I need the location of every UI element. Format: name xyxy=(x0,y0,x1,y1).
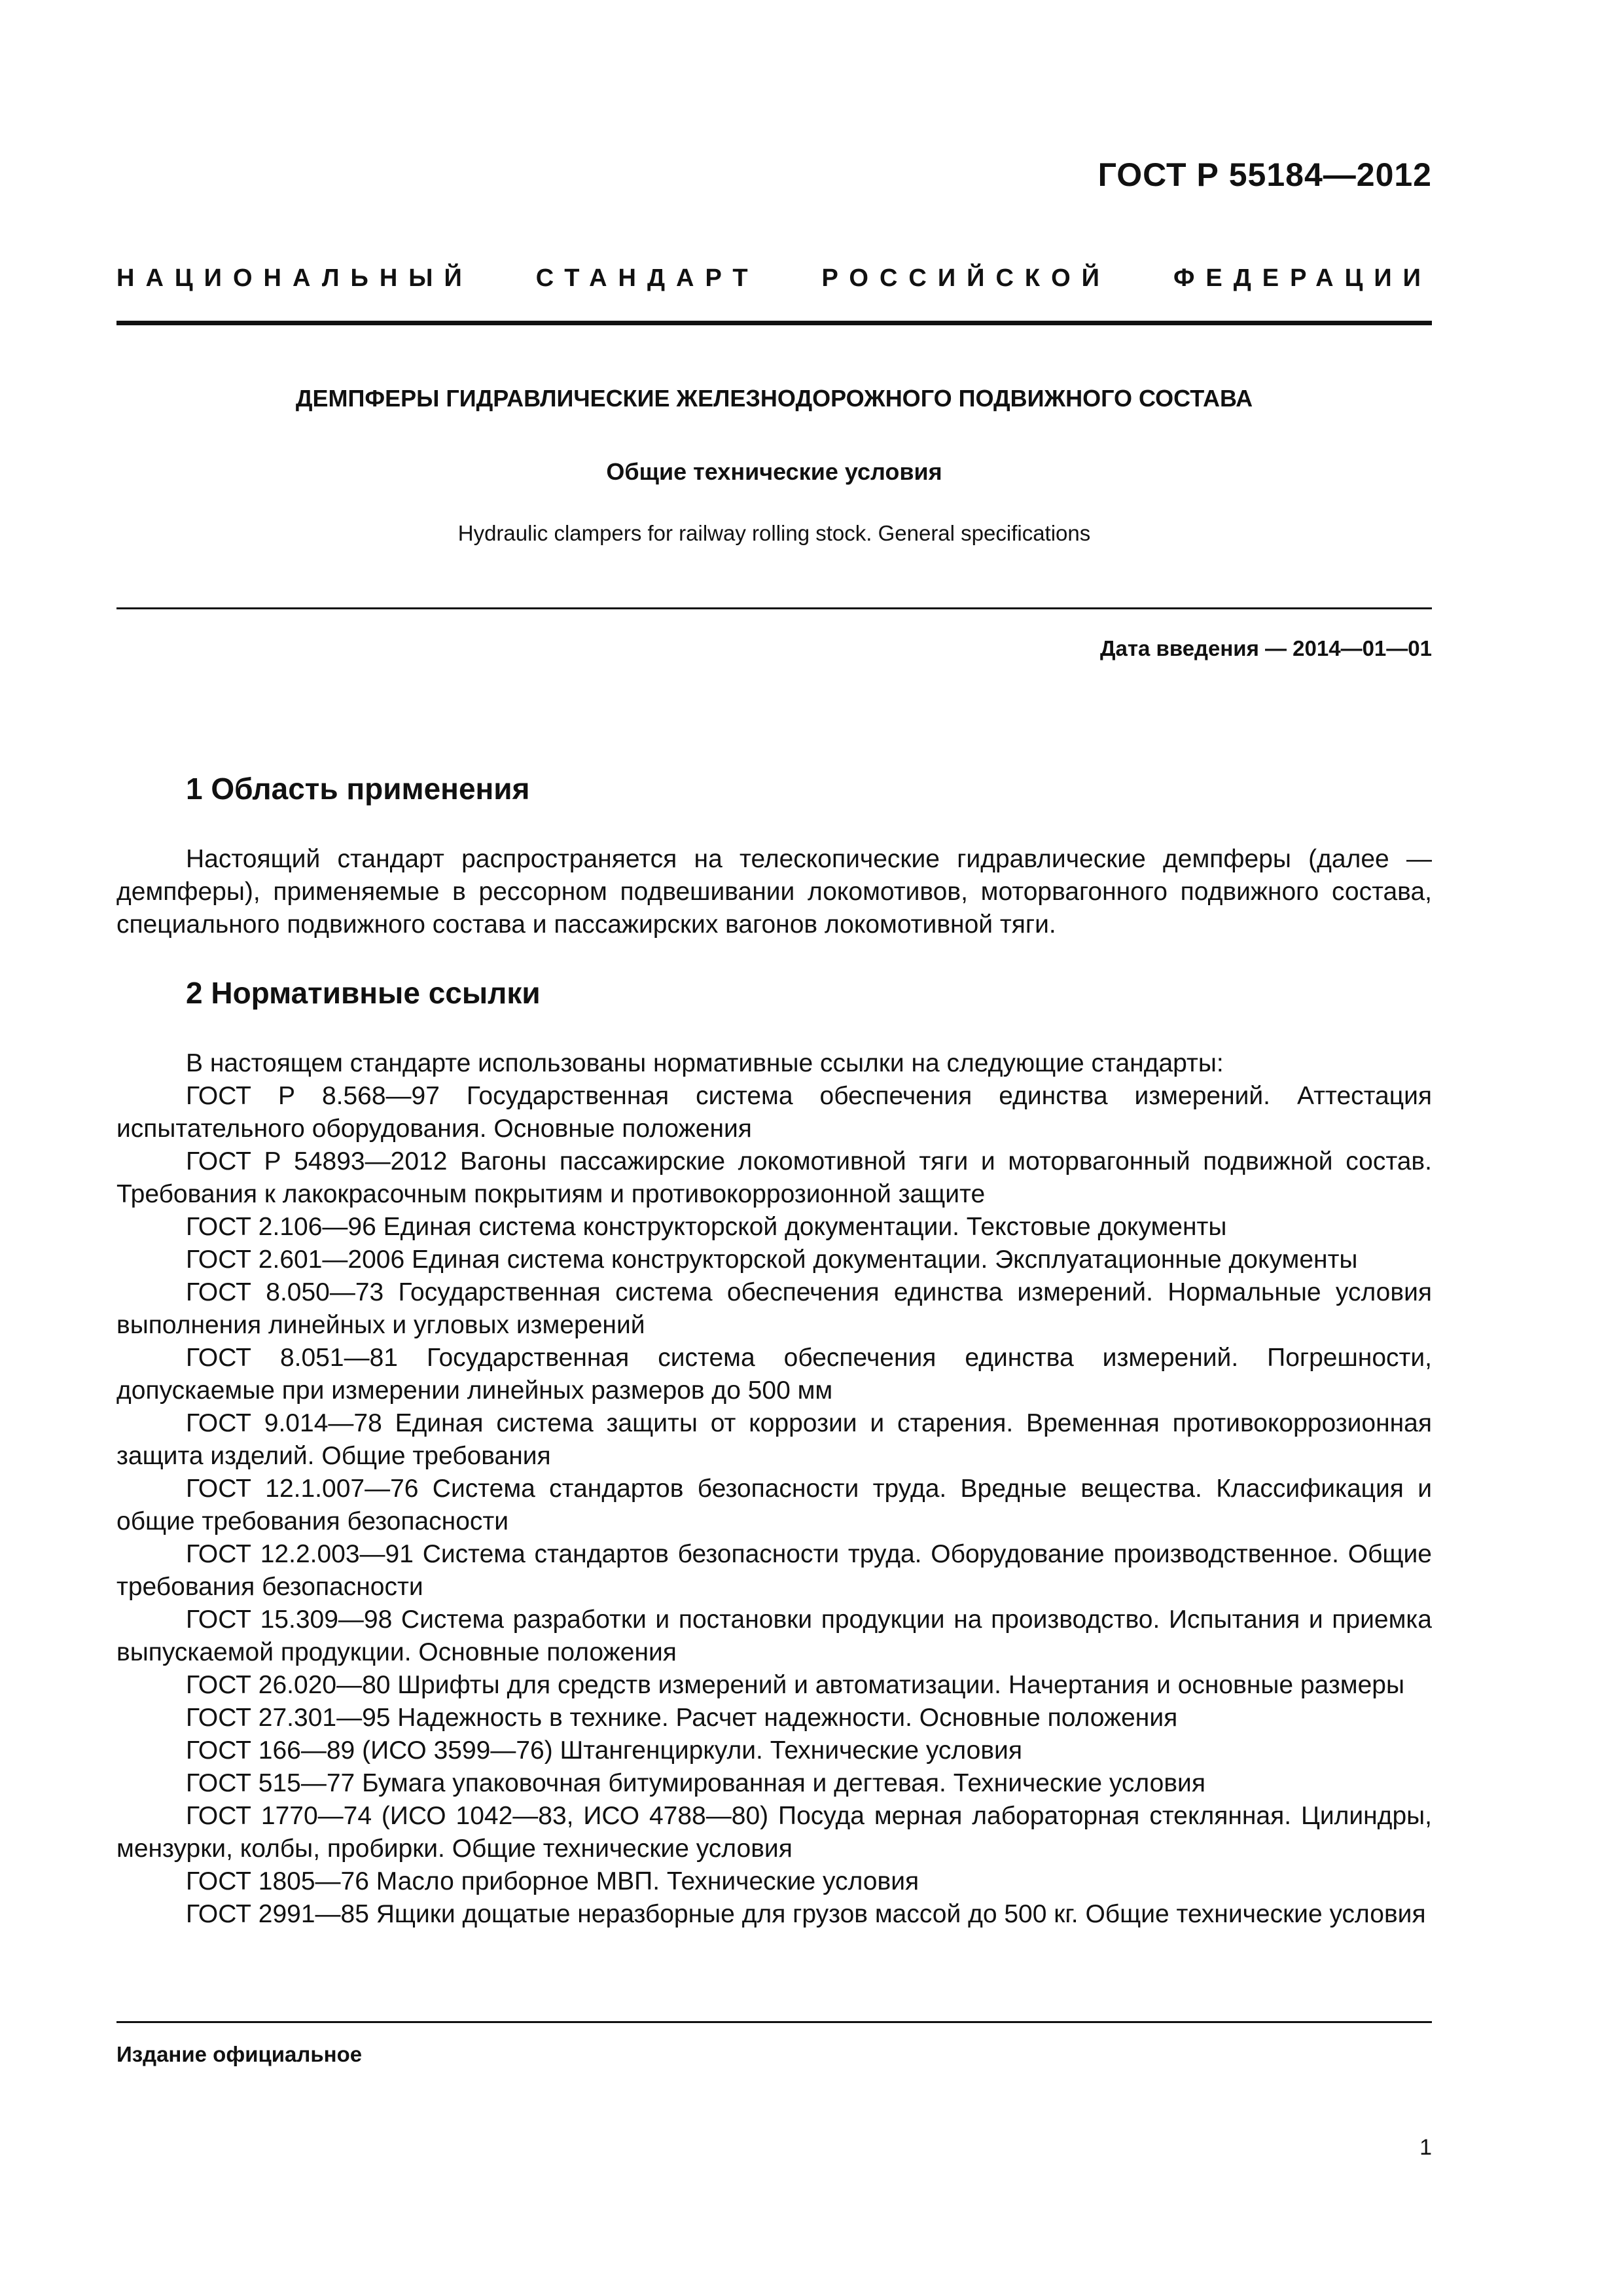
reference-item: ГОСТ 12.2.003—91 Система стандартов безопасности труда. Оборудование производственное. Общие требования безопасности xyxy=(116,1540,1432,1601)
national-header-word: СТАНДАРТ xyxy=(535,264,759,292)
reference-item: ГОСТ 26.020—80 Шрифты для средств измерений и автоматизации. Начертания и основные размеры xyxy=(186,1671,1404,1699)
national-header-word: НАЦИОНАЛЬНЫЙ xyxy=(116,264,473,292)
reference-item: ГОСТ 9.014—78 Единая система защиты от коррозии и старения. Временная противокоррозионная защита изделий. Общие требования xyxy=(116,1409,1432,1470)
page-number: 1 xyxy=(1419,2135,1432,2160)
document-title: ДЕМПФЕРЫ ГИДРАВЛИЧЕСКИЕ ЖЕЛЕЗНОДОРОЖНОГО ПОДВИЖНОГО СОСТАВА xyxy=(295,385,1253,412)
section-1-heading: 1 Область применения xyxy=(186,772,530,806)
scope-paragraph: Настоящий стандарт распространяется на телескопические гидравлические демпферы (далее — демпферы), применяемые в рессорном подвешивании локомотивов, моторвагонного подвижного состава, специального подвижного состава и пассажирских вагонов локомотивной тяги. xyxy=(116,845,1432,939)
reference-item: ГОСТ Р 8.568—97 Государственная система обеспечения единства измерений. Аттестация испытательного оборудования. Основные положения xyxy=(116,1082,1432,1143)
reference-item: ГОСТ 8.051—81 Государственная система обеспечения единства измерений. Погрешности, допускаемые при измерении линейных размеров до 500 мм xyxy=(116,1344,1432,1405)
national-standard-header xyxy=(116,264,1432,293)
reference-item: ГОСТ 1805—76 Масло приборное МВП. Технические условия xyxy=(186,1867,919,1895)
section-2-heading: 2 Нормативные ссылки xyxy=(186,976,541,1010)
document-title-english: Hydraulic clampers for railway rolling stock. General specifications xyxy=(457,521,1091,545)
official-edition-label: Издание официальное xyxy=(116,2042,363,2066)
reference-item: ГОСТ 27.301—95 Надежность в технике. Расчет надежности. Основные положения xyxy=(186,1704,1178,1732)
section-1-body xyxy=(116,843,1432,941)
reference-item: ГОСТ 166—89 (ИСО 3599—76) Штангенциркули. Технические условия xyxy=(186,1736,1022,1765)
introduction-date: Дата введения — 2014—01—01 xyxy=(1100,636,1432,660)
reference-item: ГОСТ Р 54893—2012 Вагоны пассажирские локомотивной тяги и моторвагонный подвижной состав. Требования к лакокрасочным покрытиям и противокоррозионной защите xyxy=(116,1147,1432,1208)
reference-item: ГОСТ 15.309—98 Система разработки и постановки продукции на производство. Испытания и приемка выпускаемой продукции. Основные положения xyxy=(116,1605,1432,1666)
header-divider xyxy=(116,321,1432,325)
footer-divider xyxy=(116,2021,1432,2023)
document-number: ГОСТ Р 55184—2012 xyxy=(1097,156,1432,193)
title-divider xyxy=(116,607,1432,609)
normative-references-list xyxy=(116,1047,1432,1931)
reference-item: ГОСТ 8.050—73 Государственная система обеспечения единства измерений. Нормальные условия выполнения линейных и угловых измерений xyxy=(116,1278,1432,1339)
references-intro: В настоящем стандарте использованы нормативные ссылки на следующие стандарты: xyxy=(186,1049,1224,1077)
reference-item: ГОСТ 2.106—96 Единая система конструкторской документации. Текстовые документы xyxy=(186,1213,1227,1241)
document-subtitle: Общие технические условия xyxy=(606,458,942,485)
reference-item: ГОСТ 2.601—2006 Единая система конструкторской документации. Эксплуатационные документы xyxy=(186,1246,1358,1274)
national-header-word: ФЕДЕРАЦИИ xyxy=(1173,264,1432,292)
reference-item: ГОСТ 2991—85 Ящики дощатые неразборные для грузов массой до 500 кг. Общие технические условия xyxy=(186,1900,1426,1928)
reference-item: ГОСТ 12.1.007—76 Система стандартов безопасности труда. Вредные вещества. Классификация и общие требования безопасности xyxy=(116,1475,1432,1535)
reference-item: ГОСТ 515—77 Бумага упаковочная битумированная и дегтевая. Технические условия xyxy=(186,1769,1205,1797)
reference-item: ГОСТ 1770—74 (ИСО 1042—83, ИСО 4788—80) Посуда мерная лабораторная стеклянная. Цилиндры, мензурки, колбы, пробирки. Общие технические условия xyxy=(116,1802,1432,1863)
national-header-word: РОССИЙСКОЙ xyxy=(821,264,1111,292)
